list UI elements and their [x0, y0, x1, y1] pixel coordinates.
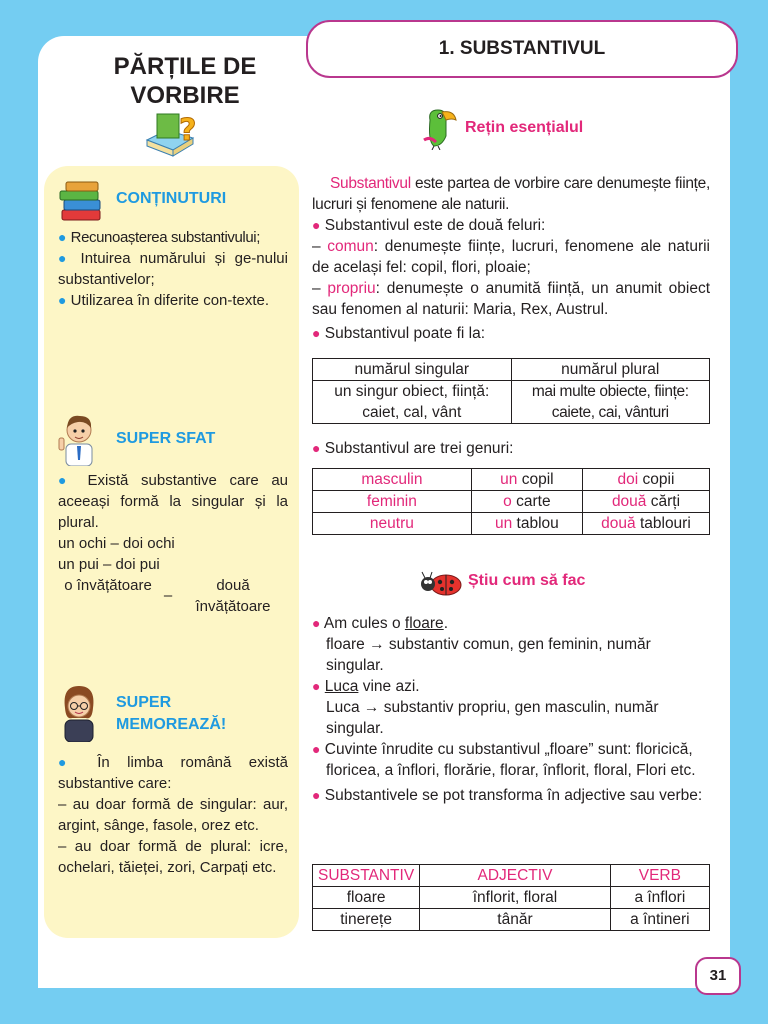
- teacher-icon: [56, 682, 102, 742]
- chapter-title: 1. SUBSTANTIVUL: [306, 20, 738, 78]
- title-line-1: PĂRȚILE DE: [113, 53, 257, 80]
- table-gen: [312, 468, 710, 535]
- list-item: ● Utilizarea în diferite con-texte.: [58, 292, 270, 309]
- definition-paragraph: Substantivul este partea de vorbire care denumește ființe, lucruri și fenomene ale naturii.: [312, 175, 710, 213]
- bullet-icon: ●: [312, 678, 321, 694]
- bullet-icon: ●: [312, 787, 321, 803]
- example-line-3: o învățătoare – două învățătoare: [64, 577, 271, 615]
- svg-text:?: ?: [179, 113, 197, 148]
- list-item: – au doar formă de plural: icre, ochelari, tăieței, zori, Carpați etc.: [58, 838, 288, 876]
- bullet-icon: ●: [312, 325, 321, 341]
- bullet-icon: ●: [58, 472, 75, 488]
- list-item: ● Recunoașterea substantivului;: [58, 229, 260, 246]
- stiu-body: ● Am cules o floare. floare → substantiv comun, gen feminin, număr singular. ● Luca vine azi. Luca → substantiv propriu, gen masculin, număr singular. ● Cuvinte înrudite cu substantivul „floare” sunt: floricică, floricea, a înflori, florărie, florar, înflorit, floral, Flori etc. ● Substantivele se pot transforma în adjective sau verbe:: [312, 613, 710, 806]
- table-numar: [312, 358, 710, 424]
- page-number: 31: [695, 957, 741, 995]
- title-line-2: VORBIRE: [130, 82, 240, 109]
- bullet-icon: ●: [312, 440, 321, 456]
- bullet-icon: ●: [312, 615, 321, 631]
- bullet-icon: ●: [58, 754, 80, 770]
- bullet-icon: ●: [312, 217, 321, 233]
- book-question-icon: [143, 110, 197, 160]
- retin-esentialul-title: Rețin esențialul: [465, 119, 584, 136]
- super-sfat-body: ● Există substantive care au aceeași formă la singular și la plural. un ochi – doi ochi un pui – doi pui o învățătoare – două învățătoare: [58, 472, 288, 615]
- list-item: ● Intuirea numărului și ge-nului substantivelor;: [58, 250, 288, 288]
- ladybug-icon: [418, 570, 464, 596]
- list-item: ● Substantivele se pot transforma în adjective sau verbe:: [312, 787, 703, 804]
- table-row: neutru un tablou două tablouri: [313, 513, 710, 535]
- table-row: un singur obiect, ființă: caiet, cal, vânt mai multe obiecte, ființe: caiete, cai, vânturi: [313, 381, 710, 424]
- bullet-icon: ●: [58, 292, 67, 308]
- table-row: tinerețe tânăr a întineri: [313, 909, 710, 931]
- bullet-icon: ●: [58, 250, 72, 266]
- bullet-icon: ●: [312, 741, 321, 757]
- list-item: ● Cuvinte înrudite cu substantivul „floare” sunt: floricică, floricea, a înflori, florărie, florar, înflorit, floral, Flori etc.: [312, 741, 696, 779]
- table-row: masculin un copil doi copii: [313, 469, 710, 491]
- parrot-icon: [420, 106, 460, 150]
- list-item: ● Luca vine azi.: [312, 678, 420, 695]
- books-icon: [58, 180, 104, 222]
- stiu-cum-sa-fac-title: Știu cum să fac: [468, 572, 586, 589]
- page-title: [60, 52, 310, 110]
- continuturi-title: CONȚINUTURI: [116, 190, 227, 207]
- boy-icon: [56, 410, 102, 466]
- retin-body: Substantivul este partea de vorbire care denumește ființe, lucruri și fenomene ale naturii. ● Substantivul este de două feluri: – comun: denumește ființe, lucruri, fenomene ale naturii de același fel: copil, flori, ploaie; – propriu: denumește o anumită ființă, un anumit obiect sau fenomen al naturii: Maria, Rex, Austrul. ● Substantivul poate fi la:: [312, 175, 711, 342]
- table-row: numărul singular numărul plural: [313, 359, 710, 381]
- list-item: – au doar formă de singular: aur, argint, sânge, fasole, orez etc.: [58, 796, 288, 834]
- example-line: un pui – doi pui: [58, 556, 160, 573]
- list-item: ● Am cules o floare.: [312, 615, 448, 632]
- super-sfat-title: SUPER SFAT: [116, 430, 216, 447]
- continuturi-list: [58, 227, 288, 311]
- super-memoreaza-body: ● În limba română există substantive care: – au doar formă de singular: aur, argint, sânge, fasole, orez etc. – au doar formă de plural: icre, ochelari, tăieței, zori, Carpați etc.: [58, 754, 288, 876]
- table-row: floare înflorit, floral a înflori: [313, 887, 710, 909]
- table-row: feminin o carte două cărți: [313, 491, 710, 513]
- table-transformare: [312, 864, 710, 931]
- super-memoreaza-title: SUPER MEMOREAZĂ!: [116, 694, 227, 733]
- table-row: SUBSTANTIV ADJECTIV VERB: [313, 865, 710, 887]
- example-line: un ochi – doi ochi: [58, 535, 175, 552]
- bullet-icon: ●: [58, 229, 67, 245]
